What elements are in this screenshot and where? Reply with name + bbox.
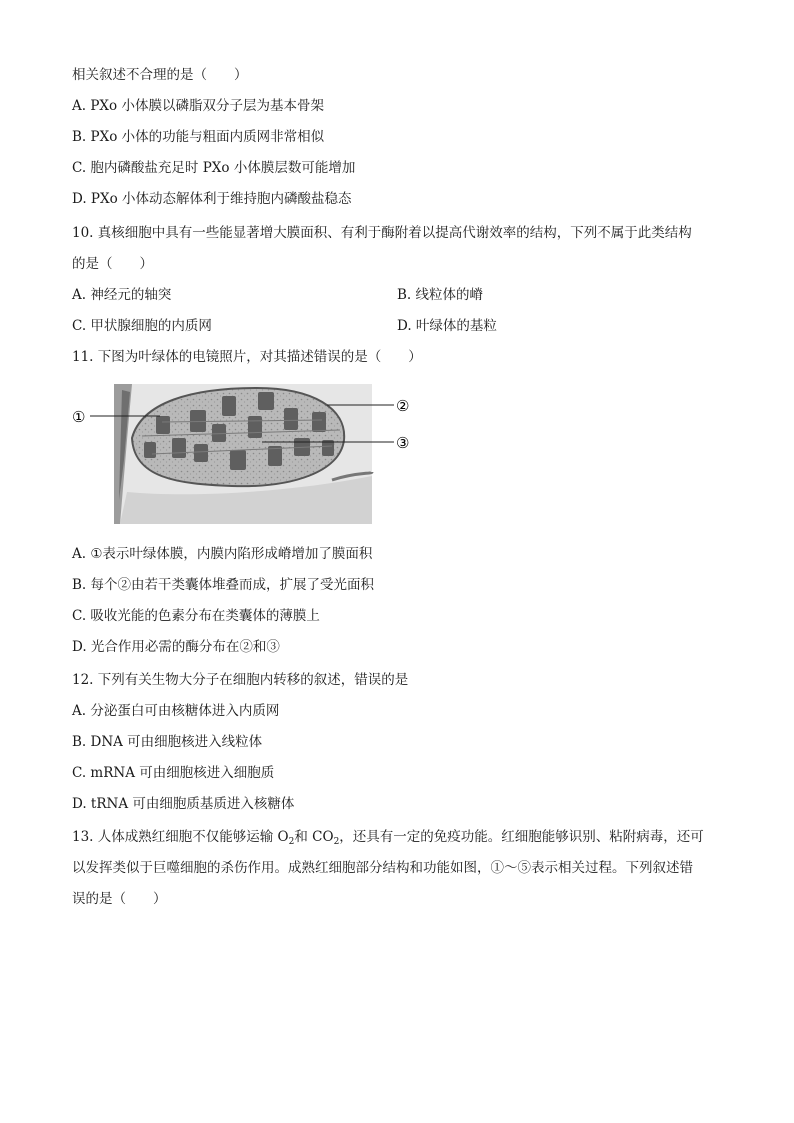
q13-stem-line2: 以发挥类似于巨噬细胞的杀伤作用。成熟红细胞部分结构和功能如图，①～⑤表示相关过程。下列叙述错	[72, 860, 693, 876]
q9-option-d: D. PXo 小体动态解体利于维持胞内磷酸盐稳态	[72, 191, 352, 207]
q11-option-d: D. 光合作用必需的酶分布在②和③	[72, 639, 280, 655]
q11-stem: 11. 下图为叶绿体的电镜照片，对其描述错误的是（ ）	[72, 349, 422, 365]
q10-option-b: B. 线粒体的嵴	[397, 287, 484, 303]
q9-option-b: B. PXo 小体的功能与粗面内质网非常相似	[72, 129, 325, 145]
q9-option-a: A. PXo 小体膜以磷脂双分子层为基本骨架	[72, 98, 324, 114]
q11-option-c: C. 吸收光能的色素分布在类囊体的薄膜上	[72, 608, 320, 624]
q12-stem: 12. 下列有关生物大分子在细胞内转移的叙述，错误的是	[72, 672, 409, 688]
chloroplast-body	[132, 388, 344, 486]
q11-option-a: A. ①表示叶绿体膜，内膜内陷形成嵴增加了膜面积	[72, 546, 373, 562]
figure-label-2: ②	[396, 397, 410, 415]
q12-option-a: A. 分泌蛋白可由核糖体进入内质网	[72, 703, 280, 719]
q9-stem: 相关叙述不合理的是（ ）	[72, 67, 248, 83]
q9-option-c: C. 胞内磷酸盐充足时 PXo 小体膜层数可能增加	[72, 160, 356, 176]
q10-option-a: A. 神经元的轴突	[72, 287, 172, 303]
co2-subscript: 2	[333, 837, 340, 847]
q12-option-b: B. DNA 可由细胞核进入线粒体	[72, 734, 263, 750]
q10-stem-line2: 的是（ ）	[72, 256, 153, 272]
chloroplast-micrograph	[72, 380, 432, 528]
q13-text-c: ，还具有一定的免疫功能。红细胞能够识别、粘附病毒，还可	[339, 829, 704, 845]
q10-stem-line1: 10. 真核细胞中具有一些能显著增大膜面积、有利于酶附着以提高代谢效率的结构，下列不属于此类结构	[72, 225, 692, 241]
q10-option-d: D. 叶绿体的基粒	[397, 318, 497, 334]
q10-option-c: C. 甲状腺细胞的内质网	[72, 318, 212, 334]
q12-option-c: C. mRNA 可由细胞核进入细胞质	[72, 765, 275, 781]
q13-stem-line1	[72, 828, 704, 846]
q11-option-b: B. 每个②由若干类囊体堆叠而成，扩展了受光面积	[72, 577, 375, 593]
figure-label-3: ③	[396, 434, 410, 452]
o2-subscript: 2	[288, 837, 295, 847]
q12-option-d: D. tRNA 可由细胞质基质进入核糖体	[72, 796, 295, 812]
q13-text-a: 13. 人体成熟红细胞不仅能够运输 O	[72, 829, 289, 845]
figure-label-1: ①	[72, 408, 86, 426]
q13-stem-line3: 误的是（ ）	[72, 891, 167, 907]
q13-text-b: 和 CO	[294, 829, 334, 845]
